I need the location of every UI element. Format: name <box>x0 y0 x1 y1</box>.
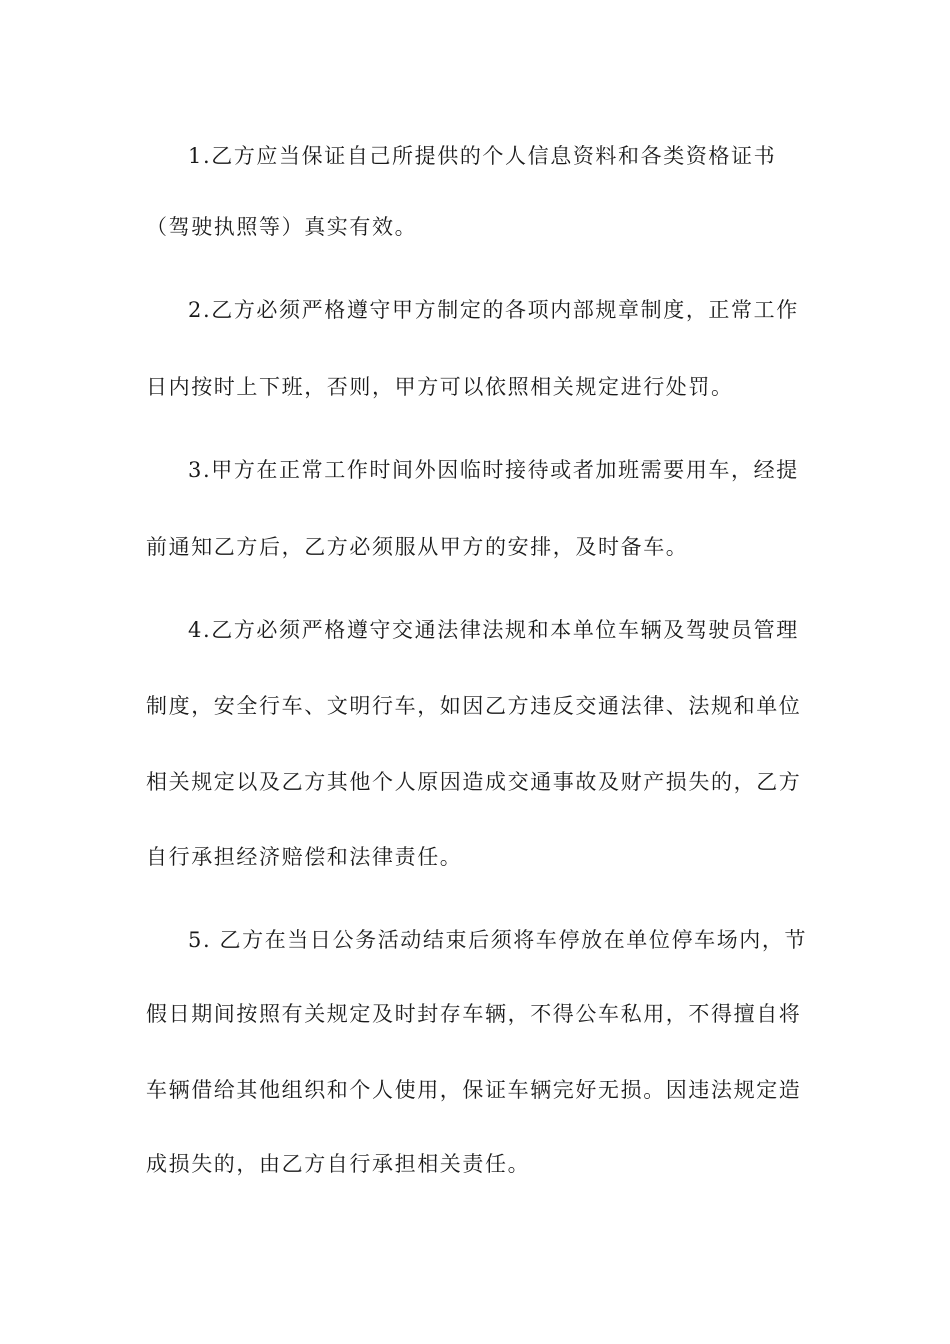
clause-4-line-4: 自行承担经济赔偿和法律责任。 <box>146 845 463 869</box>
clause-4-line-3: 相关规定以及乙方其他个人原因造成交通事故及财产损失的，乙方 <box>146 770 802 794</box>
clause-4-line-1: 4.乙方必须严格遵守交通法律法规和本单位车辆及驾驶员管理 <box>188 618 799 642</box>
clause-2-line-2: 日内按时上下班，否则，甲方可以依照相关规定进行处罚。 <box>146 375 734 399</box>
clause-5-line-2: 假日期间按照有关规定及时封存车辆，不得公车私用，不得擅自将 <box>146 1002 802 1026</box>
clause-2-line-1: 2.乙方必须严格遵守甲方制定的各项内部规章制度，正常工作 <box>188 298 799 322</box>
clause-5-line-4: 成损失的，由乙方自行承担相关责任。 <box>146 1152 531 1176</box>
clause-1-line-2: （驾驶执照等）真实有效。 <box>146 215 418 239</box>
clause-4-line-2: 制度，安全行车、文明行车，如因乙方违反交通法律、法规和单位 <box>146 694 802 718</box>
clause-3-line-1: 3.甲方在正常工作时间外因临时接待或者加班需要用车，经提 <box>188 458 799 482</box>
clause-5-line-1: 5. 乙方在当日公务活动结束后须将车停放在单位停车场内，节 <box>188 928 808 952</box>
clause-5-line-3: 车辆借给其他组织和个人使用，保证车辆完好无损。因违法规定造 <box>146 1078 802 1102</box>
clause-3-line-2: 前通知乙方后，乙方必须服从甲方的安排，及时备车。 <box>146 535 689 559</box>
clause-1-line-1: 1.乙方应当保证自己所提供的个人信息资料和各类资格证书 <box>188 144 777 168</box>
